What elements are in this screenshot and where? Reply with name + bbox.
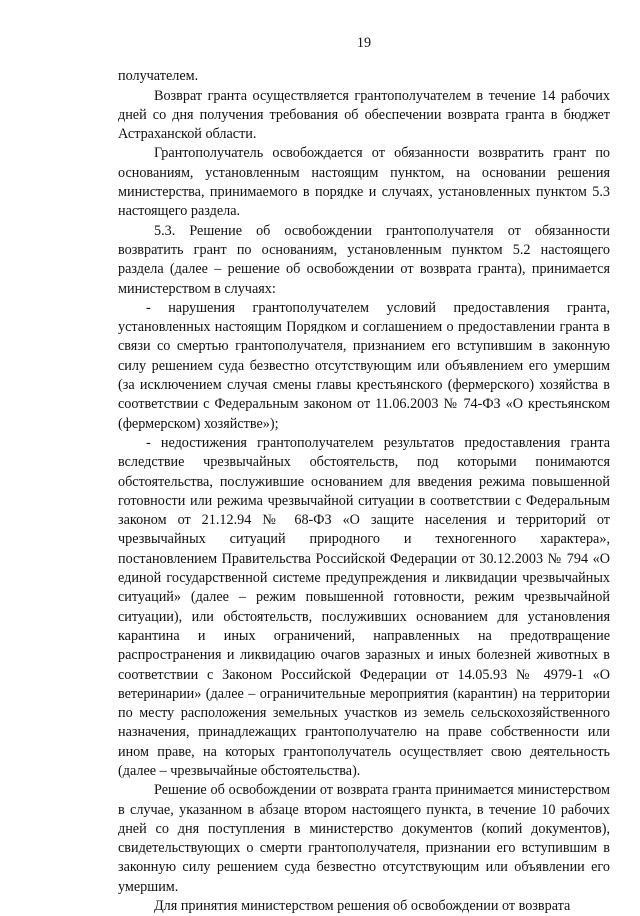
page-number: 19 [356,35,372,51]
paragraph-continuation: получателем. [118,68,199,85]
list-item-emergency: - недостижения грантополучателем результатов предоставления гранта вследствие чрезвычайных обстоятельств, под которыми понимаются обстоятельства, послужившие основанием для введения режима повышенной готовности или режима чрезвычайной ситуации в соответствии с Федеральным законом от 21.12.94 № 68-ФЗ «О защите населения и территорий от чрезвычайных ситуаций природного и техногенного характера», постановлением Правительства Российской Федерации от 30.12.2003 № 794 «О единой государственной системе предупреждения и ликвидации чрезвычайных ситуаций» (далее – режим повышенной готовности, режим чрезвычайной ситуации), или обстоятельств, послуживших основанием для установления карантина и иных ограничений, направленных на предотвращение распространения и ликвидацию очагов заразных и иных болезней животных в соответствии с Законом Российской Федерации от 14.05.93 № 4979-1 «О ветеринарии» (далее – ограничительные мероприятия (карантин) на территории по месту расположения земельных участков из земель сельскохозяйственного назначения, принадлежащих грантополучателю на праве собственности или ином праве, на которых грантополучатель осуществляет свою деятельность (далее – чрезвычайные обстоятельства). [118,434,610,779]
list-item-violation: - нарушения грантополучателем условий предоставления гранта, установленных настоящим Порядком и соглашением о предоставлении гранта в связи со смертью грантополучателя, признанием его вступившим в законную силу решением суда безвестно отсутствующим или объявлением его умершим (за исключением случая смены главы крестьянского (фермерского) хозяйства в соответствии с Федеральным законом от 11.06.2003 № 74-ФЗ «О крестьянском (фермерском) хозяйстве»); [118,299,610,432]
paragraph-exemption-basis: Грантополучатель освобождается от обязанности возвратить грант по основаниям, установленным настоящим пунктом, на основании решения министерства, принимаемого в порядке и случаях, установленных пунктом 5.3 настоящего раздела. [118,145,610,220]
paragraph-section-5-3: 5.3. Решение об освобождении грантополучателя от обязанности возвратить грант по основаниям, установленным пунктом 5.2 настоящего раздела (далее – решение об освобождении от возврата гранта), принимается министерством в случаях: [118,222,610,297]
paragraph-closing-fragment: Для принятия министерством решения об освобождении от возврата [154,898,571,915]
document-page [118,34,610,916]
paragraph-decision-timing: Решение об освобождении от возврата гранта принимается министерством в случае, указанном в абзаце втором настоящего пункта, в течение 10 рабочих дней со дня поступления в министерство документов (копий документов), свидетельствующих о смерти грантополучателя, признании его вступившим в законную силу решением суда безвестно отсутствующим или объявлении его умершим. [118,782,610,895]
paragraph-grant-return: Возврат гранта осуществляется грантополучателем в течение 14 рабочих дней со дня получения требования об обеспечении возврата гранта в бюджет Астраханской области. [118,87,610,143]
